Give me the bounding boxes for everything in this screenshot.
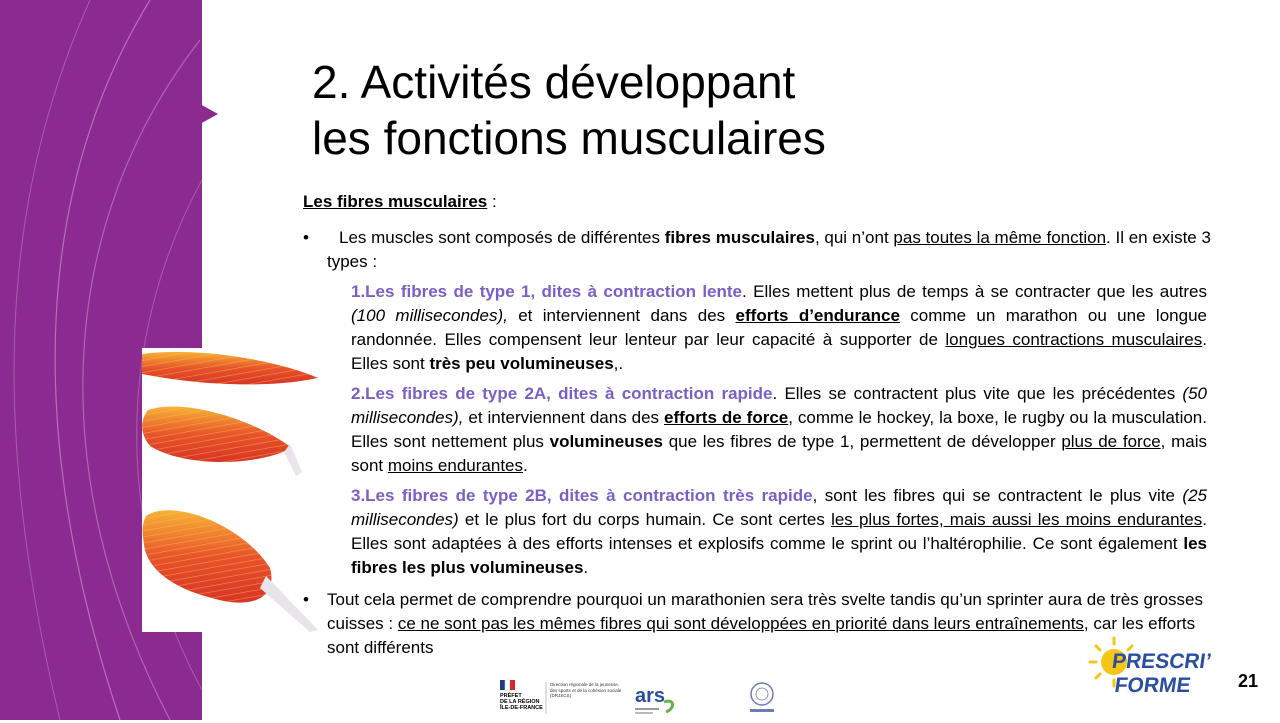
bullet1-text-2: , qui n’ont [814, 228, 894, 247]
fibre-type-1-text-1: . Elles mettent plus de temps à se contracter que les autres [742, 282, 1207, 301]
bullet2-underline: ce ne sont pas les mêmes fibres qui sont développées en priorité dans leurs entraînements [397, 614, 1084, 633]
fibre-type-2b-underline: les plus fortes, mais aussi les moins endurantes [831, 510, 1203, 529]
ars-text: ars [635, 685, 666, 707]
fibre-type-1 [351, 280, 1207, 376]
fibre-type-2b-text-3: . Elles sont adaptées à des efforts intenses et explosifs comme le sprint ou l’haltérophilie. Ce sont également [351, 510, 1207, 553]
muscle-fibre-3 [143, 510, 318, 632]
slide-title [312, 54, 826, 166]
slide-body [303, 190, 1218, 660]
fibre-type-1-volume: très peu volumineuses [429, 354, 614, 373]
fibre-type-2a-text-2: et interviennent dans des [463, 408, 665, 427]
fibre-type-2a-effort: efforts de force [664, 408, 789, 427]
fibre-type-1-text-2: et interviennent dans des [507, 306, 736, 325]
fibre-type-2b [351, 484, 1207, 580]
fibre-types-list [351, 280, 1207, 580]
muscle-fibres-illustration [142, 348, 318, 632]
prefet-line1: PRÉFET [500, 693, 522, 699]
fibre-type-2b-label: 3.Les fibres de type 2B, dites à contraction très rapide [351, 486, 813, 505]
fibre-type-1-label: 1.Les fibres de type 1, dites à contraction lente [351, 282, 743, 301]
section-heading-colon: : [487, 192, 497, 211]
section-heading [303, 190, 1218, 214]
fibre-type-2b-duration: (25 millisecondes) [351, 486, 1207, 529]
fibre-type-2a-label: 2.Les fibres de type 2A, dites à contraction rapide [351, 384, 773, 403]
fibre-type-2b-text-1: , sont les fibres qui se contractent le plus vite [812, 486, 1183, 505]
fibre-type-2a-text-6: . [523, 456, 528, 475]
bullet-dot: • [303, 590, 309, 609]
partner-logos [498, 676, 788, 720]
fibre-type-2a-duration: (50 millisecondes), [351, 384, 1207, 427]
fibre-type-2a [351, 382, 1207, 478]
fibre-type-2a-text-1: . Elles se contractent plus vite que les précédentes [772, 384, 1183, 403]
slide-title-line1: 2. Activités développant [312, 56, 796, 108]
sidebar-notch [200, 104, 218, 124]
fibre-type-2a-volume: volumineuses [549, 432, 663, 451]
prefet-idf-logo [498, 678, 628, 718]
bullet1-text-3: . Il en existe 3 types : [327, 228, 1211, 271]
fibre-type-2a-underline-2: moins endurantes [387, 456, 523, 475]
crest-logo [742, 678, 782, 718]
ars-logo [632, 678, 692, 718]
page-number: 21 [1238, 671, 1259, 691]
bullet1-underline: pas toutes la même fonction [893, 228, 1107, 247]
fibre-type-2a-text-5: , mais sont [351, 432, 1207, 475]
prefet-line2: DE LA RÉGION [500, 699, 540, 705]
bullet1-text-1: Les muscles sont composés de différentes [339, 228, 665, 247]
fibre-type-1-text-3: comme un marathon ou une longue randonnée. Elles compensent leur lenteur par leur capacité à supporter de [351, 306, 1207, 349]
bullet-dot: • [303, 228, 309, 247]
fibre-type-2b-volume: les fibres les plus volumineuses [351, 534, 1207, 577]
bullet2-text-2: , car les efforts sont différents [327, 614, 1196, 657]
drjscs-text: Direction régionale de la jeunesse, des sports et de la cohésion sociale (DRJSCS) [550, 682, 622, 698]
section-heading-text: Les fibres musculaires [303, 192, 488, 211]
fibre-type-2b-text-2: et le plus fort du corps humain. Ce sont certes [458, 510, 832, 529]
fibre-type-1-text-5: ,. [613, 354, 624, 373]
prefet-line3: ÎLE-DE-FRANCE [500, 705, 543, 711]
prescriforme-logo [1088, 634, 1228, 714]
prescriforme-line1: PRESCRI’ [1110, 650, 1213, 673]
bullet2-text-1: Tout cela permet de comprendre pourquoi un marathonien sera très svelte tandis qu’un sprinter aura de très grosses cuisses : [327, 590, 1203, 633]
fibre-type-2a-text-3: , comme le hockey, la boxe, le rugby ou la musculation. Elles sont nettement plus [351, 408, 1207, 451]
bullet-conclusion [303, 588, 1218, 660]
fibre-type-2a-underline-1: plus de force [1061, 432, 1161, 451]
fibre-type-1-effort: efforts d’endurance [735, 306, 900, 325]
bullet-muscle-composition [303, 226, 1218, 274]
muscle-fibre-1 [142, 352, 318, 385]
muscle-fibre-2 [142, 406, 302, 476]
fibre-type-2a-text-4: que les fibres de type 1, permettent de développer [663, 432, 1062, 451]
fibre-type-1-underline: longues contractions musculaires [945, 330, 1203, 349]
slide-title-line2: les fonctions musculaires [312, 112, 826, 164]
prescriforme-line2: FORME [1113, 674, 1193, 697]
bullet1-bold-fibres: fibres musculaires [664, 228, 815, 247]
fibre-type-2b-text-4: . [583, 558, 589, 577]
fibre-type-1-text-4: . Elles sont [351, 330, 1207, 373]
fibre-type-1-duration: (100 millisecondes), [351, 306, 508, 325]
